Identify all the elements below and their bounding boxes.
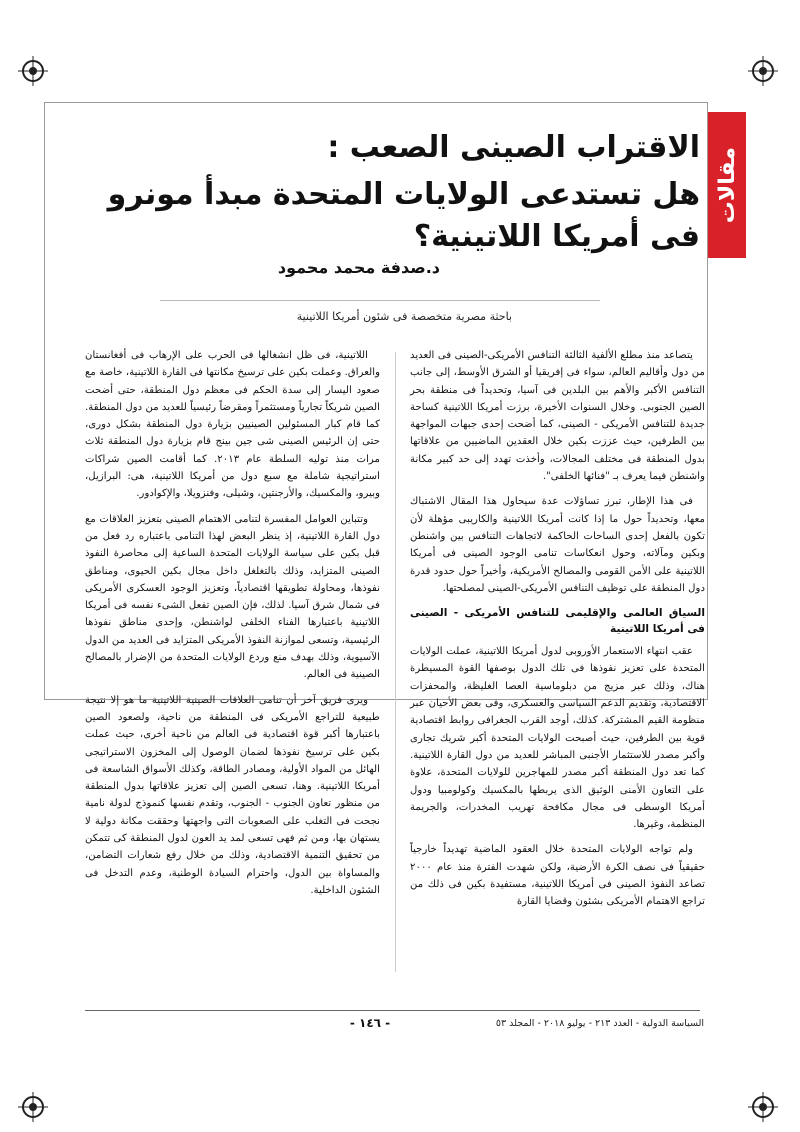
paragraph: عقب انتهاء الاستعمار الأوروبى لدول أمريكا اللاتينية، عملت الولايات المتحدة على تعزيز نفوذها فى تلك الدول بوصفها القوة المسيطرة هناك، وذلك عبر مزيج من دبلوماسية العصا الغليظة، والمحفزات الاقتصادية، وتقديم الدعم السياسى والعسكرى، وفى بعض الأحيان عبر منظومة القيم المشتركة. كذلك، أوجد القرب الجغرافى روابط اقتصادية قوية بين الطرفين، حيث أصبحت الولايات المتحدة أكبر شريك تجارى وأكبر مصدر للاستثمار الأجنبى المباشر للعديد من دول القارة اللاتينية. كما تعد دول المنطقة أكبر مصدر للمهاجرين للولايات المتحدة، علاوة على التعاون الأمنى الوثيق الذى يربطها بالمكسيك وكولومبيا ودول أمريكا الوسطى فى مجال مكافحة تهريب المخدرات، والجريمة المنظمة، وغيرها. [410, 646, 705, 831]
paragraph: يتصاعد منذ مطلع الألفية الثالثة التنافس الأمريكى-الصينى فى العديد من دول وأقاليم العالم، سواء فى إفريقيا أو الشرق الأوسط، إلى جانب التنافس الأكبر والأهم بين البلدين فى آسيا، وتحديداً فى منطقة بحر الصين الجنوبى. وخلال السنوات الأخيرة، برزت أمريكا اللاتينية كساحة جديدة للتنافس الأمريكى - الصينى، كما أضحت إحدى جبهات المواجهة بين الطرفين، حيث عززت بكين خلال العقدين الماضيين من علاقاتها بدول المنطقة فى مختلف المجالات، وأخذت تهدد إلى حد كبير مكانة واشنطن فيما يعرف بـ "فنائها الخلفى". [410, 350, 705, 483]
section-tab [708, 112, 746, 258]
paragraph: ويرى فريق آخر أن تنامى العلاقات الصينية اللاتينية ما هو إلا نتيجة طبيعية للتراجع الأمريكى فى المنطقة من ناحية، ولصعود الصين باعتبارها أكبر قوة اقتصادية فى العالم من ناحية أخرى، حيث عملت بكين على ترسيخ نفوذها لضمان الوصول إلى المخزون الاستراتيجى الهائل من المواد الأولية، ومصادر الطاقة، وكذلك الأسواق الشاسعة فى أمريكا اللاتينية. وهنا، تسعى الصين إلى تعزيز علاقاتها بدول المنطقة من منظور تعاون الجنوب - الجنوب، وتقدم نفسها كنموذج لدولة نامية نجحت فى التغلب على الصعوبات التى واجهتها وحققت مكانة دولية لا يستهان بها، ومن ثم فهى تسعى لمد يد العون لدول المنطقة كى تتمكن من تحقيق التنمية الاقتصادية، وذلك من خلال رفع شعارات التضامن، والمساواة بين الدول، واحترام السيادة الوطنية، وعدم التدخل فى الشئون الداخلية. [85, 694, 380, 896]
registration-mark-icon [22, 1096, 44, 1118]
section-label: مقالات [714, 146, 740, 224]
footer-divider [85, 1010, 700, 1011]
title-line-2: هل تستدعى الولايات المتحدة مبدأ مونرو فى أمريكا اللاتينية؟ [107, 177, 700, 254]
journal-info: السياسة الدولية - العدد ٢١٣ - يوليو ٢٠١٨ - المجلد ٥٣ [495, 1018, 704, 1029]
paragraph: فى هذا الإطار، تبرز تساؤلات عدة سيحاول هذا المقال الاشتباك معها، وتحديداً حول ما إذا كانت أمريكا اللاتينية والكاريبى مؤهلة لأن تكون بالفعل إحدى الساحات الحاكمة لاتجاهات التنافس بين واشنطن وبكين ومآلاته، وحول انعكاسات تنامى الوجود الصينى فى أمريكا اللاتينية على الأمن القومى والمصالح الأمريكية، وأخيراً حول حدود قدرة دول المنطقة على توظيف التنافس الأمريكى-الصينى لمصلحتها. [410, 496, 705, 594]
right-column [410, 347, 705, 919]
registration-mark-icon [752, 1096, 774, 1118]
section-heading: السياق العالمى والإقليمى للتنافس الأمريكى - الصينى فى أمريكا اللاتينية [410, 607, 705, 636]
title-line-1: الاقتراب الصينى الصعب : [327, 130, 700, 165]
paragraph: وتتباين العوامل المفسرة لتنامى الاهتمام الصينى بتعزيز العلاقات مع دول القارة اللاتينية، إذ ينظر البعض لهذا التنامى باعتباره رد فعل من قبل بكين على سياسة الولايات المتحدة الساعية إلى محاصرة النفوذ الصينى المتزايد، وذلك بالتغلغل داخل مجال بكين الحيوى، ومناطق نفوذها، ومحاولة تطويقها اقتصادياً، وتعزيز الوجود العسكرى الأمريكى فى شمال شرق آسيا. لذلك، فإن الصين تفعل الشىء نفسه فى أمريكا اللاتينية باعتبارها الفناء الخلفى لواشنطن، وإحدى مناطق نفوذها الرئيسية، وتسعى لموازنة النفوذ الأمريكى المتزايد فى العديد من الدول الآسيوية، وذلك بهدف منع وردع الولايات المتحدة من الإضرار بالمصالح الصينية فى العالم. [85, 513, 380, 681]
column-divider [395, 352, 396, 972]
registration-mark-icon [22, 60, 44, 82]
paragraph: اللاتينية، فى ظل انشغالها فى الحرب على الإرهاب فى أفغانستان والعراق. وعملت بكين على ترسيخ مكانتها فى القارة اللاتينية، خاصة مع صعود اليسار إلى سدة الحكم فى معظم دول المنطقة، حتى أضحت الصين شريكاً تجارياً ومستثمراً ومقرضاً رئيسياً للعديد من دول المنطقة. كما قام كبار المسئولين الصينيين بزيارة دول المنطقة بشكل دورى، حتى إن الرئيس الصينى شى جين بينج قام بزيارة دول المنطقة ثلاث مرات منذ توليه السلطة عام ٢٠١٣. كما أقامت الصين شراكات استراتيجية شاملة مع سبع دول من أمريكا اللاتينية، هى: البرازيل، وبيرو، والمكسيك، والأرجنتين، وشيلى، وفنزويلا، والإكوادور. [85, 350, 380, 500]
author-divider [160, 300, 600, 301]
article-title [100, 128, 700, 258]
paragraph: ولم تواجه الولايات المتحدة خلال العقود الماضية تهديداً خارجياً حقيقياً فى نصف الكرة الأرضية، ولكن شهدت الفترة منذ عام ٢٠٠٠ تصاعد النفوذ الصينى فى أمريكا اللاتينية، مستفيدة بكين فى ذلك من تراجع الاهتمام الأمريكى بشئون وقضايا القارة [410, 844, 705, 908]
registration-mark-icon [752, 60, 774, 82]
left-column [85, 347, 380, 907]
author-affiliation: باحثة مصرية متخصصة فى شئون أمريكا اللاتينية [296, 310, 512, 323]
page-number: - ١٤٦ - [349, 1016, 391, 1030]
author-name: د.صدفة محمد محمود [277, 258, 440, 277]
